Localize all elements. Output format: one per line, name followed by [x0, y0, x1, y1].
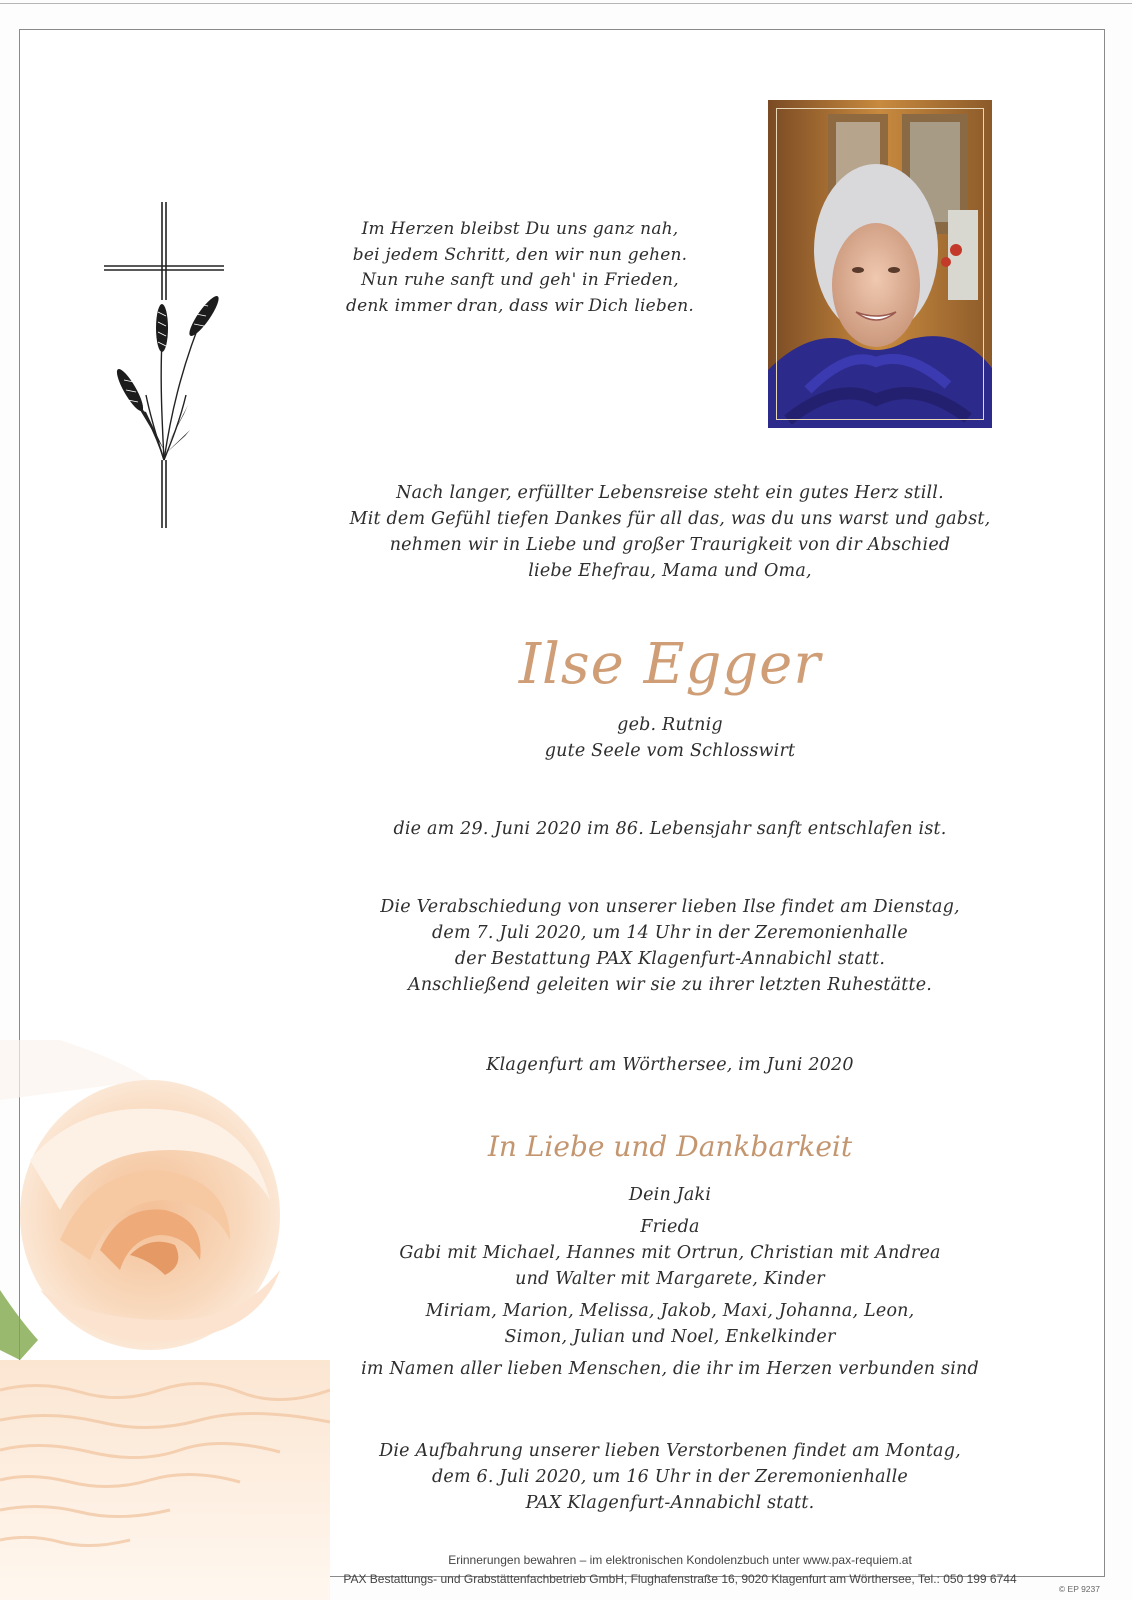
intro-line: liebe Ehefrau, Mama und Oma, — [528, 561, 812, 581]
top-edge-line — [0, 3, 1132, 4]
photo-border — [776, 108, 984, 420]
poem-line: Nun ruhe sanft und geh' in Frieden, — [361, 270, 679, 290]
footer-kondolenz: Erinnerungen bewahren – im elektronischen Kondolenzbuch unter www.pax-requiem.at — [448, 1553, 912, 1567]
intro-line: nehmen wir in Liebe und großer Traurigkeit von dir Abschied — [389, 535, 951, 555]
poem-line: denk immer dran, dass wir Dich lieben. — [346, 295, 694, 316]
intro-line: Nach langer, erfüllter Lebensreise steht ein gutes Herz still. — [396, 483, 944, 503]
viewing-line: Die Aufbahrung unserer lieben Verstorbenen findet am Montag, — [379, 1441, 961, 1461]
poem-line: bei jedem Schritt, den wir nun gehen. — [352, 244, 688, 265]
mourners-heading: In Liebe und Dankbarkeit — [487, 1130, 853, 1163]
mourner-grandchildren-line: Simon, Julian und Noel, Enkelkinder — [504, 1327, 836, 1347]
intro-line: Mit dem Gefühl tiefen Dankes für all das, was du uns warst und gabst, — [349, 509, 991, 529]
mourner-others: im Namen aller lieben Menschen, die ihr im Herzen verbunden sind — [361, 1359, 979, 1379]
viewing-text — [300, 1438, 1040, 1516]
farewell-line: der Bestattung PAX Klagenfurt-Annabichl statt. — [454, 949, 886, 969]
farewell-line: Anschließend geleiten wir sie zu ihrer letzten Ruhestätte. — [407, 975, 933, 995]
birth-name: geb. Rutnig — [617, 715, 723, 735]
farewell-line: dem 7. Juli 2020, um 14 Uhr in der Zeremonienhalle — [432, 923, 908, 943]
cross-wheat-icon — [100, 200, 230, 530]
nickname: gute Seele vom Schlosswirt — [544, 741, 796, 761]
poem — [300, 217, 740, 319]
poem-line: Im Herzen bleibst Du uns ganz nah, — [361, 219, 679, 239]
mourner-spouse: Dein Jaki — [628, 1185, 712, 1205]
farewell-text — [300, 894, 1040, 998]
place-date: Klagenfurt am Wörthersee, im Juni 2020 — [486, 1055, 854, 1075]
footer — [240, 1551, 1120, 1589]
viewing-line: PAX Klagenfurt-Annabichl statt. — [525, 1493, 815, 1513]
deceased-name: Ilse Egger — [518, 632, 822, 697]
deceased-details — [300, 712, 1040, 764]
mourner-children-line: Gabi mit Michael, Hannes mit Ortrun, Christian mit Andrea — [399, 1243, 941, 1263]
mourners-list — [300, 1182, 1040, 1382]
death-notice: die am 29. Juni 2020 im 86. Lebensjahr sanft entschlafen ist. — [393, 819, 947, 839]
footer-company: PAX Bestattungs- und Grabstättenfachbetrieb GmbH, Flughafenstraße 16, 9020 Klagenfurt am Wörthersee, Tel.: 050 199 6744 — [343, 1572, 1017, 1586]
mourner-grandchildren-line: Miriam, Marion, Melissa, Jakob, Maxi, Johanna, Leon, — [425, 1301, 915, 1321]
viewing-line: dem 6. Juli 2020, um 16 Uhr in der Zeremonienhalle — [432, 1467, 908, 1487]
farewell-line: Die Verabschiedung von unserer lieben Ilse findet am Dienstag, — [380, 897, 960, 917]
intro-text — [300, 480, 1040, 584]
print-code: © EP 9237 — [1058, 1584, 1100, 1594]
mourner-sibling: Frieda — [640, 1217, 700, 1237]
portrait-photo — [768, 100, 992, 428]
rose-image — [0, 1040, 330, 1600]
mourner-children-line: und Walter mit Margarete, Kinder — [515, 1269, 825, 1289]
